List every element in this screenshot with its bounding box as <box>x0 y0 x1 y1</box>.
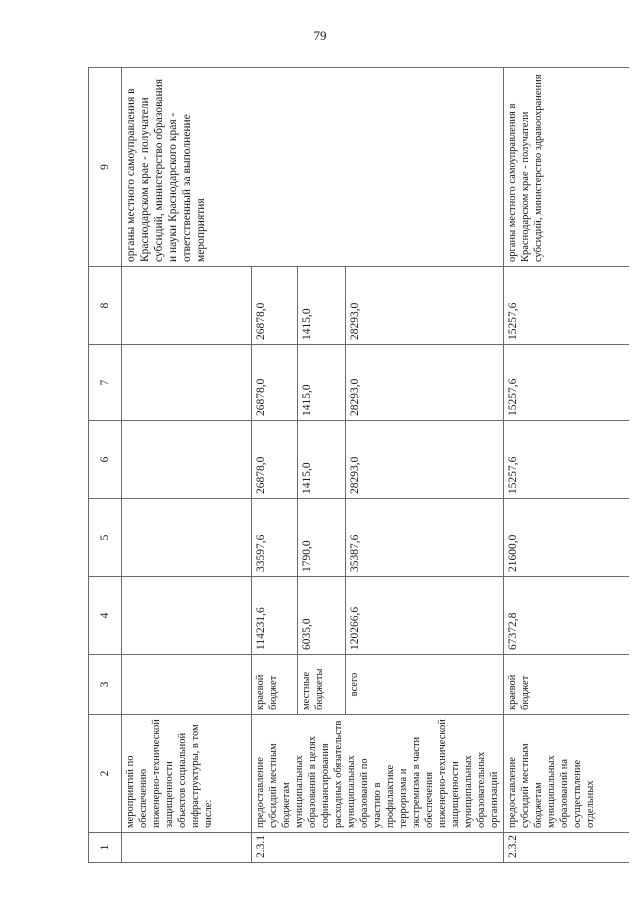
value-col-4: 120266,6 <box>346 577 504 655</box>
empty-cell <box>122 267 252 345</box>
value-col-7: 26878,0 <box>252 345 298 421</box>
value-col-6: 28293,0 <box>346 421 504 499</box>
header-row <box>89 68 122 863</box>
responsible-executor-2: органы местного самоуправления в Краснодарском крае - получатели субсидий, министерство здравоохранения <box>504 68 629 267</box>
header-col-8: 8 <box>89 267 122 345</box>
funding-source: всего <box>346 655 504 715</box>
empty-cell <box>122 421 252 499</box>
row-code: 2.3.1 <box>252 833 504 863</box>
header-col-2: 2 <box>89 715 122 833</box>
value-col-6: 1415,0 <box>298 421 346 499</box>
program-table <box>88 67 629 863</box>
value-col-6: 26878,0 <box>252 421 298 499</box>
row-code: 2.3.2 <box>504 833 629 863</box>
value-col-4: 114231,6 <box>252 577 298 655</box>
header-col-7: 7 <box>89 345 122 421</box>
empty-cell <box>122 577 252 655</box>
value-col-8: 26878,0 <box>252 267 298 345</box>
row-description: предоставление субсидий местным бюджетам муниципальных образований в целях софинансирования расходных обязательств муниципальных образований по участию в профилактике терроризма и экстремизма в части обеспечения инженерно-технической защищенности муниципальных образовательных организаций <box>252 715 504 833</box>
row-description: предоставление субсидий местным бюджетам муниципальных образований на осуществление отдельных <box>504 715 629 833</box>
value-col-4: 67372,8 <box>504 577 629 655</box>
table-row-2-3-2 <box>504 68 629 863</box>
funding-source: краевой бюджет <box>252 655 298 715</box>
value-col-7: 15257,6 <box>504 345 629 421</box>
funding-source: краевой бюджет <box>504 655 629 715</box>
value-col-7: 28293,0 <box>346 345 504 421</box>
header-col-6: 6 <box>89 421 122 499</box>
empty-cell <box>122 345 252 421</box>
header-col-4: 4 <box>89 577 122 655</box>
intro-code-cell <box>122 833 252 863</box>
value-col-5: 1790,0 <box>298 499 346 577</box>
header-col-1: 1 <box>89 833 122 863</box>
header-col-3: 3 <box>89 655 122 715</box>
value-col-7: 1415,0 <box>298 345 346 421</box>
value-col-5: 35387,6 <box>346 499 504 577</box>
table-row-intro <box>122 68 252 863</box>
funding-source: местные бюджеты <box>298 655 346 715</box>
rotated-table-container <box>88 68 596 863</box>
value-col-5: 33597,6 <box>252 499 298 577</box>
value-col-8: 28293,0 <box>346 267 504 345</box>
value-col-8: 1415,0 <box>298 267 346 345</box>
value-col-8: 15257,6 <box>504 267 629 345</box>
empty-cell <box>122 499 252 577</box>
page-number: 79 <box>313 28 327 43</box>
value-col-6: 15257,6 <box>504 421 629 499</box>
value-col-4: 6035,0 <box>298 577 346 655</box>
header-col-5: 5 <box>89 499 122 577</box>
empty-cell <box>122 655 252 715</box>
value-col-5: 21600,0 <box>504 499 629 577</box>
header-col-9: 9 <box>89 68 122 267</box>
intro-description: мероприятий по обеспечению инженерно-технической защищенности объектов социальной инфраструктуры, в том числе: <box>122 715 252 833</box>
responsible-executor-1: органы местного самоуправления в Краснодарском крае - получатели субсидий, министерство образования и науки Краснодарского края - ответственный за выполнение мероприятия <box>122 68 504 267</box>
